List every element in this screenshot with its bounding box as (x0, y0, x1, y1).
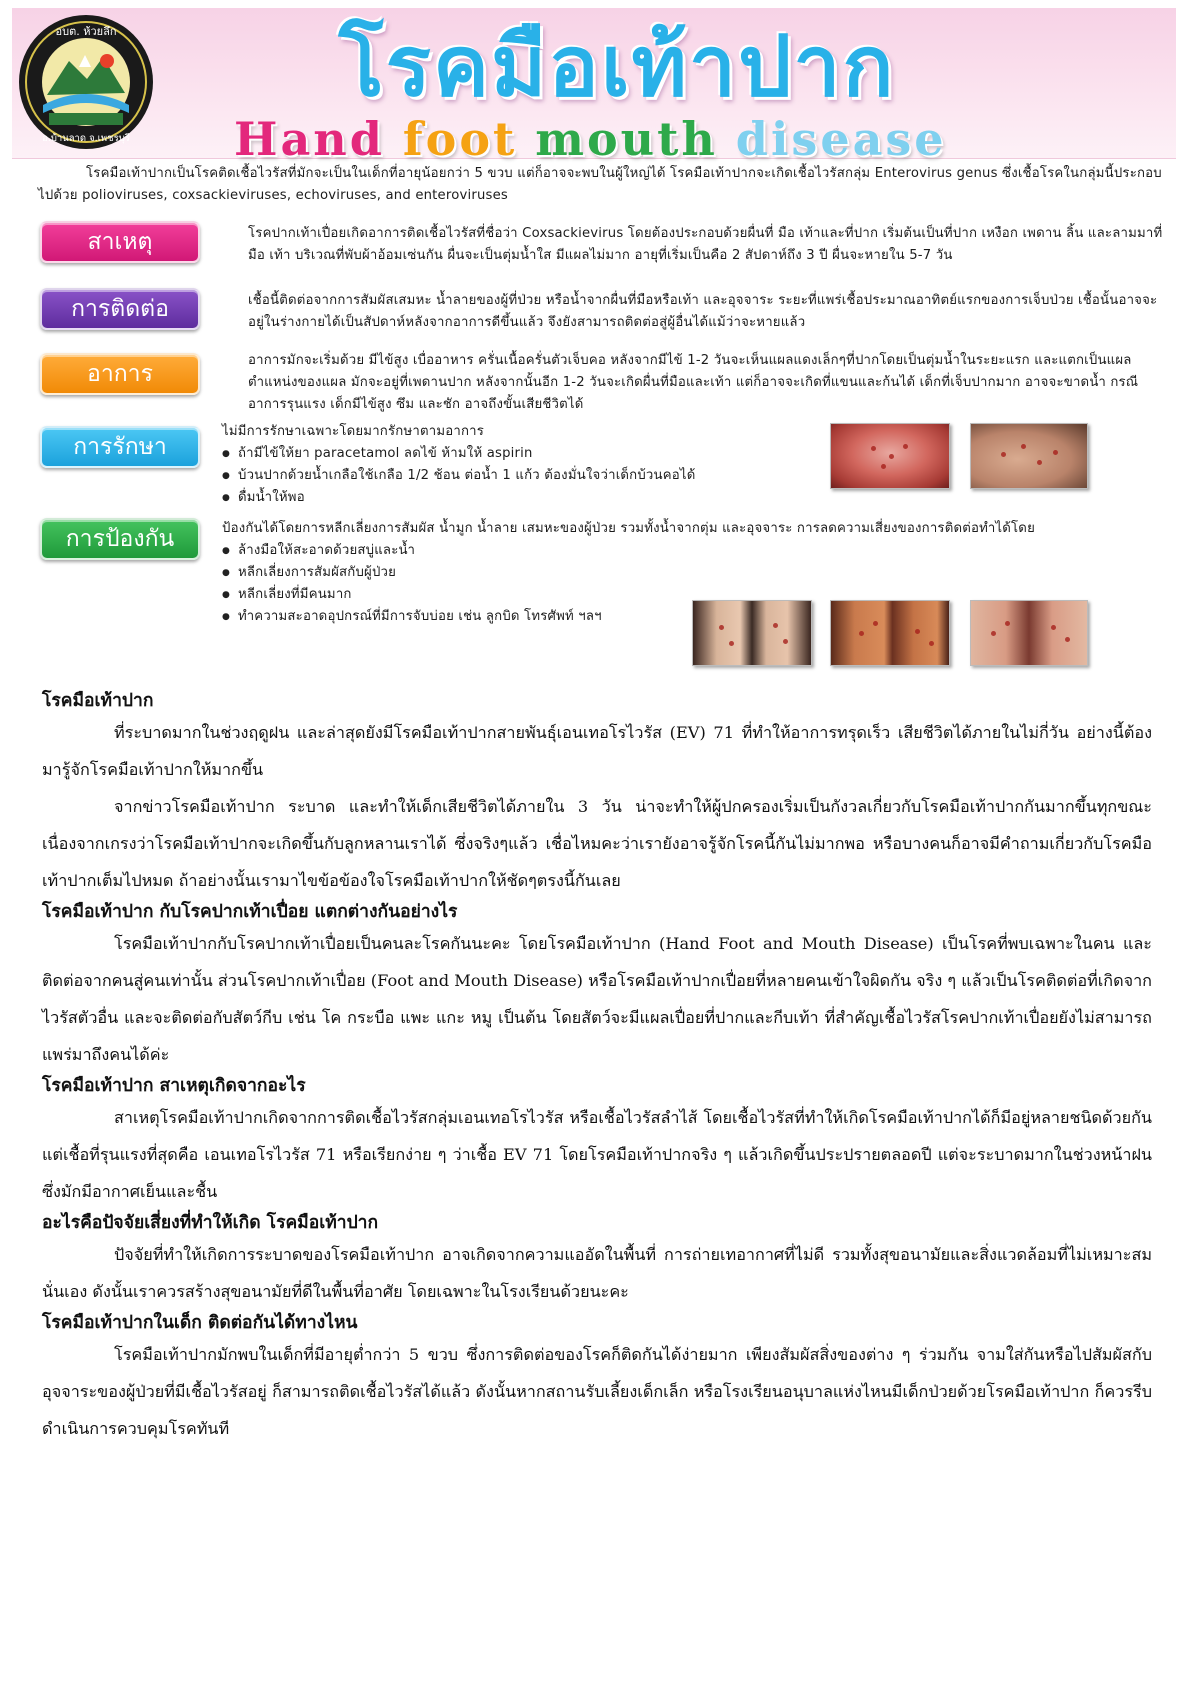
article-heading: อะไรคือปัจจัยเสี่ยงที่ทำให้เกิด โรคมือเท้าปาก (42, 1213, 379, 1233)
title-banner (12, 8, 1176, 166)
prevention-item: ● หลีกเลี่ยงที่มีคนมาก (222, 584, 1162, 606)
poster-title-english (234, 114, 994, 164)
photo-feet-rash (692, 600, 812, 666)
section-badge-symptoms: อาการ (40, 353, 200, 395)
cause-paragraph: โรคปากเท้าเปื่อยเกิดอาการติดเชื้อไวรัสที่ชื่อว่า Coxsackievirus โดยต้องประกอบด้วยผื่นที่ มือ เท้าและที่ปาก เริ่มต้นเป็นที่ปาก เหงือก เพดาน ลิ้น และลามมาที่มือ เท้า บริเวณที่พับผ้าอ้อมเซ่นกัน ผื่นจะเป็นตุ่มน้ำใส มีแผลไม่มาก อายุที่เริ่มเป็นคือ 2 สัปดาห์ถึง 3 ปี ผื่นจะหายใน 5-7 วัน (248, 226, 1163, 263)
photo-hand-rash (970, 423, 1088, 489)
treatment-list (222, 443, 782, 509)
svg-text:อบต. ห้วยลึก: อบต. ห้วยลึก (55, 25, 117, 38)
photo-mouth-sores (830, 423, 950, 489)
section-badge-treatment: การรักษา (40, 426, 200, 468)
article-heading: โรคมือเท้าปากในเด็ก ติดต่อกันได้ทางไหน (42, 1313, 358, 1333)
photo-toes-rash (970, 600, 1088, 666)
article-paragraph: ปัจจัยที่ทำให้เกิดการระบาดของโรคมือเท้าปาก อาจเกิดจากความแออัดในพื้นที่ การถ่ายเทอากาศที่ไม่ดี รวมทั้งสุขอนามัยและสิ่งแวดล้อมที่ไม่เหมาะสมนั่นเอง ดังนั้นเราควรสร้างสุขอนามัยที่ดีในพื้นที่อาศัย โดยเฉพาะในโรงเรียนด้วยนะคะ (42, 1245, 1152, 1301)
prevention-intro: ป้องกันได้โดยการหลีกเลี่ยงการสัมผัส น้ำมูก น้ำลาย เสมหะของผู้ป่วย รวมทั้งน้ำจากตุ่ม และอุจจาระ การลดความเสี่ยงของการติดต่อทำได้โดย (222, 521, 1036, 536)
title-word-foot: foot (402, 112, 518, 166)
treatment-item: ● ดื่มน้ำให้พอ (222, 487, 782, 509)
article-paragraph: โรคมือเท้าปากกับโรคปากเท้าเปื่อยเป็นคนละโรคกันนะคะ โดยโรคมือเท้าปาก (Hand Foot and Mouth Disease) เป็นโรคที่พบเฉพาะในคน และติดต่อจากคนสู่คนเท่านั้น ส่วนโรคปากเท้าเปื่อย (Foot and Mouth Disease) หรือโรคมือเท้าปากเปื่อยที่หลายคนเข้าใจผิดกัน จริง ๆ แล้วเป็นโรคติดต่อที่เกิดจากไวรัสตัวอื่น และจะติดต่อกับสัตว์กีบ เช่น โค กระบือ แพะ แกะ หมู เป็นต้น โดยสัตว์จะมีแผลเปื่อยที่ปากและกีบเท้า ที่สำคัญเชื้อไวรัสโรคปากเท้าเปื่อยยังไม่สามารถแพร่มาถึงคนได้ค่ะ (42, 934, 1152, 1064)
article-heading: โรคมือเท้าปาก สาเหตุเกิดจากอะไร (42, 1076, 306, 1096)
title-word-mouth: mouth (535, 112, 718, 166)
section-badge-transmission: การติดต่อ (40, 288, 200, 330)
title-word-hand: Hand (234, 112, 385, 166)
article-paragraph: ที่ระบาดมากในช่วงฤดูฝน และล่าสุดยังมีโรคมือเท้าปากสายพันธุ์เอนเทอโรไวรัส (EV) 71 ที่ทำให้อาการทรุดเร็ว เสียชีวิตได้ภายในไม่กี่วัน อย่างนี้ต้องมารู้จักโรคมือเท้าปากให้มากขึ้น (42, 723, 1152, 779)
article-paragraph: สาเหตุโรคมือเท้าปากเกิดจากการติดเชื้อไวรัสกลุ่มเอนเทอโรไวรัส หรือเชื้อไวรัสลำไส้ โดยเชื้อไวรัสที่ทำให้เกิดโรคมือเท้าปากได้ก็มีอยู่หลายชนิดด้วยกัน แต่เชื้อที่รุนแรงที่สุดคือ เอนเทอโรไวรัส 71 หรือเรียกง่าย ๆ ว่าเชื้อ EV 71 โดยโรคมือเท้าปากจริง ๆ แล้วเกิดขึ้นประปรายตลอดปี แต่จะระบาดมากในช่วงหน้าฝน ซึ่งมักมีอากาศเย็นและชื้น (42, 1108, 1152, 1201)
section-text-cause (38, 223, 1168, 267)
section-text-transmission (38, 290, 1168, 334)
section-badge-prevention: การป้องกัน (40, 518, 200, 560)
symptoms-paragraph: อาการมักจะเริ่มด้วย มีไข้สูง เบื่ออาหาร ครั่นเนื้อครั่นตัวเจ็บคอ หลังจากมีไข้ 1-2 วันจะเห็นแผลแดงเล็กๆที่ปากโดยเป็นตุ่มน้ำในระยะแรก และแตกเป็นแผล ตำแหน่งของแผล มักจะอยู่ที่เพดานปาก หลังจากนั้นอีก 1-2 วันจะเกิดผื่นที่มือและเท้า แต่ก็อาจจะเกิดที่แขนและก้นได้ เด็กที่เจ็บปากมาก อาจจะขาดน้ำ กรณีอาการรุนแรง เด็กมีไข้สูง ซึม และชัก อาจถึงขั้นเสียชีวิตได้ (248, 353, 1139, 412)
treatment-item: ● ถ้ามีไข้ให้ยา paracetamol ลดไข้ ห้ามให้ aspirin (222, 443, 782, 465)
treatment-intro: ไม่มีการรักษาเฉพาะโดยมากรักษาตามอาการ (222, 424, 485, 439)
prevention-item: ● ล้างมือให้สะอาดด้วยสบู่และน้ำ (222, 540, 1162, 562)
section-text-treatment (222, 421, 782, 509)
transmission-paragraph: เชื้อนี้ติดต่อจากการสัมผัสเสมหะ น้ำลายของผู้ที่ป่วย หรือน้ำจากผื่นที่มือหรือเท้า และอุจจาระ ระยะที่แพร่เชื้อประมาณอาทิตย์แรกของการเจ็บป่วย เชื้อนั้นอาจจะอยู่ในร่างกายได้เป็นสัปดาห์หลังจากอาการดีขึ้นแล้ว จึงยังสามารถติดต่อสู่ผู้อื่นได้แม้ว่าจะหายแล้ว (248, 293, 1158, 330)
section-text-symptoms (38, 350, 1168, 416)
section-badge-cause: สาเหตุ (40, 221, 200, 263)
treatment-item: ● บ้วนปากด้วยน้ำเกลือใช้เกลือ 1/2 ช้อน ต่อน้ำ 1 แก้ว ต้องมั่นใจว่าเด็กบ้วนคอได้ (222, 465, 782, 487)
svg-text:อ.บ้านลาด จ.เพชรบุรี: อ.บ้านลาด จ.เพชรบุรี (42, 133, 130, 144)
poster-intro-text: โรคมือเท้าปากเป็นโรคติดเชื้อไวรัสที่มักจะเป็นในเด็กที่อายุน้อยกว่า 5 ขวบ แต่ก็อาจจะพบในผู้ใหญ่ได้ โรคมือเท้าปากจะเกิดเชื้อไวรัสกลุ่ม Enterovirus genus ซึ่งเชื้อโรคในกลุ่มนี้ประกอบไปด้วย polioviruses, coxsackieviruses, echoviruses, and enteroviruses (38, 166, 1162, 203)
article-paragraph: โรคมือเท้าปากมักพบในเด็กที่มีอายุต่ำกว่า 5 ขวบ ซึ่งการติดต่อของโรคก็ติดกันได้ง่ายมาก เพียงสัมผัสสิ่งของต่าง ๆ ร่วมกัน จามใส่กันหรือไปสัมผัสกับอุจจาระของผู้ป่วยที่มีเชื้อไวรัสอยู่ ก็สามารถติดเชื้อไวรัสได้แล้ว ดังนั้นหากสถานรับเลี้ยงเด็กเล็ก หรือโรงเรียนอนุบาลแห่งไหนมีเด็กป่วยด้วยโรคมือเท้าปาก ก็ควรรีบดำเนินการควบคุมโรคทันที (42, 1345, 1152, 1438)
prevention-item: ● หลีกเลี่ยงการสัมผัสกับผู้ป่วย (222, 562, 1162, 584)
poster-title-thai: โรคมือเท้าปาก (338, 17, 896, 115)
infographic-poster (12, 8, 1176, 680)
article-paragraph: จากข่าวโรคมือเท้าปาก ระบาด และทำให้เด็กเสียชีวิตได้ภายใน 3 วัน น่าจะทำให้ผู้ปกครองเริ่มเป็นกังวลเกี่ยวกับโรคมือเท้าปากกันมากขึ้นทุกขณะ เนื่องจากเกรงว่าโรคมือเท้าปากจะเกิดขึ้นกับลูกหลานเราได้ ซึ่งจริงๆแล้ว เชื่อไหมคะว่าเรายังอาจรู้จักโรคนี้กันไม่มากพอ หรือบางคนก็อาจมีคำถามเกี่ยวกับโรคมือเท้าปากเต็มไปหมด ถ้าอย่างนั้นเรามาไขข้อข้องใจโรคมือเท้าปากให้ชัดๆตรงนี้กันเลย (42, 797, 1152, 890)
article-body (42, 688, 1152, 1447)
title-word-disease: disease (735, 112, 947, 166)
organization-logo (17, 13, 155, 151)
article-heading: โรคมือเท้าปาก กับโรคปากเท้าเปื่อย แตกต่างกันอย่างไร (42, 902, 458, 922)
prevention-item: ● ทำความสะอาดอุปกรณ์ที่มีการจับบ่อย เช่น ลูกบิด โทรศัพท์ ฯลฯ (222, 606, 1162, 628)
article-heading: โรคมือเท้าปาก (42, 691, 154, 711)
photo-hands-rash (830, 600, 950, 666)
